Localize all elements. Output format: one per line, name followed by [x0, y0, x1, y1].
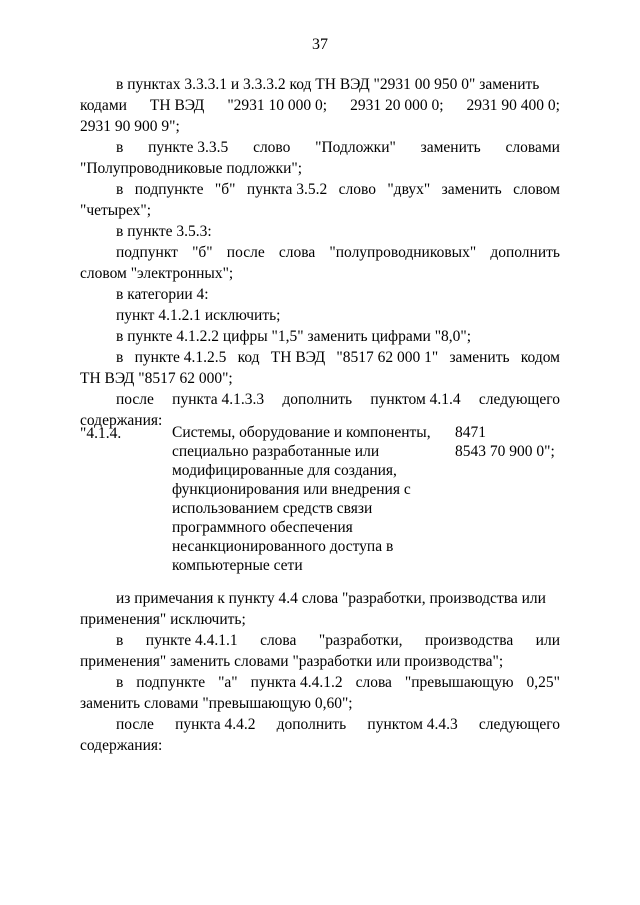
word: ТН ВЭД — [270, 349, 326, 366]
page-number: 37 — [312, 36, 328, 53]
code-line: 8543 70 900 0"; — [455, 443, 555, 460]
text-line — [80, 95, 560, 116]
word: 0,25" — [526, 674, 560, 691]
word: "превышающую — [404, 674, 514, 691]
text-line: в пунктах 3.3.3.1 и 3.3.3.2 код ТН ВЭД "2931 00 950 0" заменить — [116, 76, 540, 93]
text-line: 2931 90 900 9"; — [80, 118, 180, 135]
code-line: 8471 — [455, 424, 486, 441]
description-line: Системы, оборудование и компоненты, — [172, 424, 431, 441]
word: следующего — [478, 391, 560, 408]
word: пунктом 4.4.3 — [367, 716, 458, 733]
word: слова — [355, 674, 392, 691]
word: или — [535, 632, 560, 649]
text-line: словом "электронных"; — [80, 265, 234, 282]
word: "полупроводниковых" — [329, 244, 477, 261]
text-line: в пункте 3.5.3: — [116, 223, 212, 240]
word: 2931 90 400 0; — [466, 97, 560, 114]
text-line — [116, 389, 560, 410]
item-description — [172, 423, 452, 575]
item-number: "4.1.4. — [80, 425, 122, 442]
text-line: заменить словами "превышающую 0,60"; — [80, 695, 353, 712]
description-line: несанкционированного доступа в — [172, 538, 394, 555]
word: подпункте — [136, 674, 206, 691]
word: в — [116, 674, 124, 691]
text-line — [116, 714, 560, 735]
word: в — [116, 632, 124, 649]
text-line: в пункте 4.1.2.2 цифры "1,5" заменить цифрами "8,0"; — [116, 328, 472, 345]
word: пункта 4.4.2 — [175, 716, 256, 733]
word: после — [116, 391, 154, 408]
word: в — [116, 139, 124, 156]
word: "8517 62 000 1" — [336, 349, 439, 366]
description-line: специально разработанные или — [172, 443, 380, 460]
text-line — [116, 347, 560, 368]
word: заменить — [420, 139, 481, 156]
word: "б" — [192, 244, 213, 261]
text-line — [116, 242, 560, 263]
word: код — [237, 349, 260, 366]
word: подпункт — [116, 244, 178, 261]
word: пункта 3.5.2 — [246, 181, 328, 198]
text-line: содержания: — [80, 737, 163, 754]
word: кодом — [520, 349, 560, 366]
text-line: применения" заменить словами "разработки или производства"; — [80, 653, 504, 670]
text-line: из примечания к пункту 4.4 слова "разработки, производства или — [116, 590, 546, 607]
word: словом — [513, 181, 560, 198]
word: 2931 20 000 0; — [350, 97, 444, 114]
word: подпункте — [134, 181, 204, 198]
word: дополнить — [276, 716, 347, 733]
text-line: применения" исключить; — [80, 611, 246, 628]
word: пункте 3.3.5 — [148, 139, 229, 156]
text-line — [116, 672, 560, 693]
word: в — [116, 349, 124, 366]
word: пункте 4.4.1.1 — [145, 632, 238, 649]
text-line — [116, 137, 560, 158]
word: "Подложки" — [315, 139, 396, 156]
word: слова — [260, 632, 297, 649]
word: пункта 4.1.3.3 — [172, 391, 265, 408]
word: следующего — [478, 716, 560, 733]
word: слово — [338, 181, 376, 198]
word: "двух" — [387, 181, 431, 198]
description-line: программного обеспечения — [172, 519, 353, 536]
word: дополнить — [282, 391, 353, 408]
word: пункта 4.4.1.2 — [250, 674, 343, 691]
word: слова — [278, 244, 316, 261]
word: заменить — [449, 349, 510, 366]
text-line: пункт 4.1.2.1 исключить; — [116, 307, 281, 324]
description-line: функционирования или внедрения с — [172, 481, 411, 498]
word: пункте 4.1.2.5 — [134, 349, 227, 366]
description-line: модифицированные для создания, — [172, 462, 397, 479]
text-line: "Полупроводниковые подложки"; — [80, 160, 303, 177]
text-line — [116, 630, 560, 651]
description-line: использованием средств связи — [172, 500, 373, 517]
text-line — [116, 179, 560, 200]
word: "б" — [214, 181, 236, 198]
word: после — [116, 716, 154, 733]
word: словами — [505, 139, 560, 156]
word: пунктом 4.1.4 — [370, 391, 461, 408]
word: слово — [253, 139, 291, 156]
word: "а" — [218, 674, 238, 691]
word: ТН ВЭД — [149, 97, 205, 114]
word: производства — [424, 632, 514, 649]
text-line: в категории 4: — [116, 286, 209, 303]
text-line: содержания: — [80, 412, 163, 429]
text-line: ТН ВЭД "8517 62 000"; — [80, 370, 233, 387]
item-codes — [455, 423, 555, 461]
word: кодами — [80, 97, 127, 114]
word: "разработки, — [318, 632, 403, 649]
word: "2931 10 000 0; — [227, 97, 328, 114]
word: дополнить — [490, 244, 560, 261]
word: заменить — [441, 181, 502, 198]
word: после — [226, 244, 265, 261]
text-line: "четырех"; — [80, 202, 151, 219]
word: в — [116, 181, 124, 198]
description-line: компьютерные сети — [172, 557, 303, 574]
